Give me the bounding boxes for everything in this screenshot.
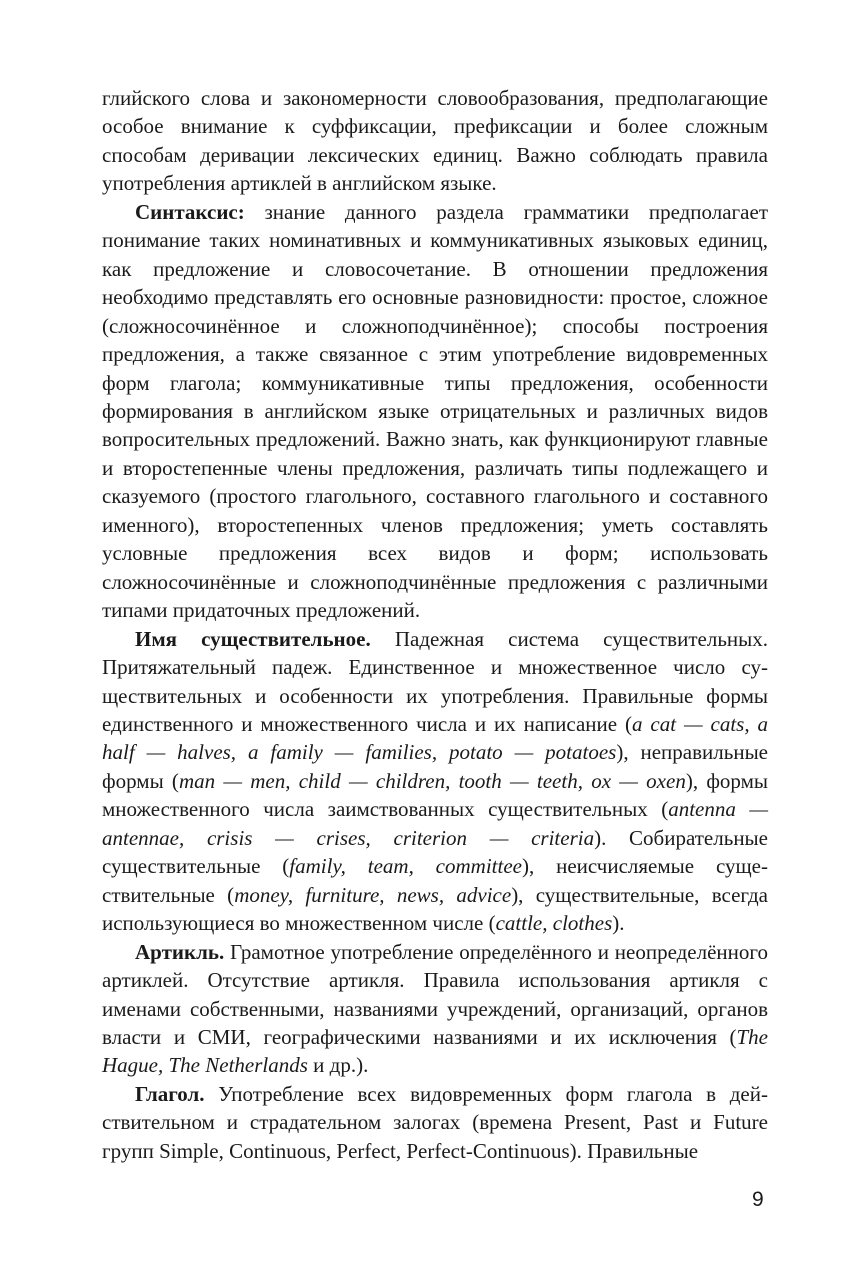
body-text: глийского слова и закономерности словообразования, предполагающие особое внимание к суффиксации, префиксации и более сложным способам деривации лексических единиц. Важно соблюдать правила употребления артиклей в английском языке. — [102, 86, 768, 196]
example-text: antenna — antennae, crisis — crises, criterion — criteria — [102, 797, 768, 850]
paragraph-verb — [102, 1080, 768, 1165]
body-text: ). Собирательные существительные ( — [102, 825, 768, 879]
body-text: Грамотное употребление определённого и неопределённого артиклей. Отсутствие артикля. Правила использования артикля с именами собственными, названиями учреждений, организаций, органов власти и СМИ, географическими названиями и их исключения ( — [102, 939, 768, 1049]
paragraph-noun — [102, 625, 768, 938]
section-heading: Артикль. — [135, 939, 225, 964]
body-text: знание данного раздела грамматики предполагает понимание таких номинативных и коммуникативных языковых единиц, как предложение и словосочетание. В отношении предложения необходимо представлять его основные разновидности: простое, сложное (сложносочинённое и сложноподчинённое); способы построения предложения, а также связанное с этим употребление видовременных форм глагола; коммуникативные типы предложения, особенности формирования в английском языке отрицательных и различных видов вопросительных предложений. Важно знать, как функционируют главные и второстепенные члены предложения, различать типы подлежащего и сказуемого (простого глагольного, составного глагольного и составного именного), второстепенных членов предложения; уметь составлять условные предложения всех видов и форм; использовать сложносочинённые и сложноподчинённые предложения с различными типами придаточных предложений. — [102, 199, 768, 623]
body-text: ). — [612, 911, 625, 936]
paragraph-continuation — [102, 84, 768, 198]
body-text: Падежная система существительных. Притяжательный падеж. Единственное и множественное число существительных и особенности их употребления. Правильные формы единственного и множественного числа и их написание ( — [102, 626, 768, 736]
body-text: Употребление всех видовременных форм глагола в действительном и страдательном залогах (времена Present, Past и Future групп Simple, Continuous, Perfect, Perfect-Continuous). Правильные — [102, 1081, 768, 1163]
section-heading: Синтаксис: — [135, 199, 245, 224]
paragraph-syntax — [102, 198, 768, 625]
body-text: ), неправильные формы ( — [102, 740, 768, 793]
example-text: man — men, child — children, tooth — teeth, ox — oxen — [178, 768, 686, 793]
example-text: money, furniture, news, advice — [234, 882, 512, 907]
page-number: 9 — [752, 1188, 764, 1211]
paragraph-article — [102, 938, 768, 1080]
section-heading: Глагол. — [135, 1081, 205, 1106]
page-body — [102, 84, 768, 1165]
section-heading: Имя существительное. — [135, 626, 371, 651]
example-text: cattle, clothes — [495, 911, 613, 936]
example-text: The Hague, The Netherlands — [102, 1024, 768, 1078]
body-text: ), существительные, всегда использующиеся во множественном числе ( — [102, 882, 768, 936]
body-text: и др.). — [307, 1053, 369, 1078]
body-text: ), формы множественного числа заимствованных существительных ( — [102, 768, 769, 822]
example-text: a cat — cats, a half — halves, a family — families, potato — potatoes — [102, 711, 768, 765]
body-text: ), неисчисляемые существительные ( — [102, 854, 768, 907]
example-text: family, team, committee — [289, 854, 522, 879]
